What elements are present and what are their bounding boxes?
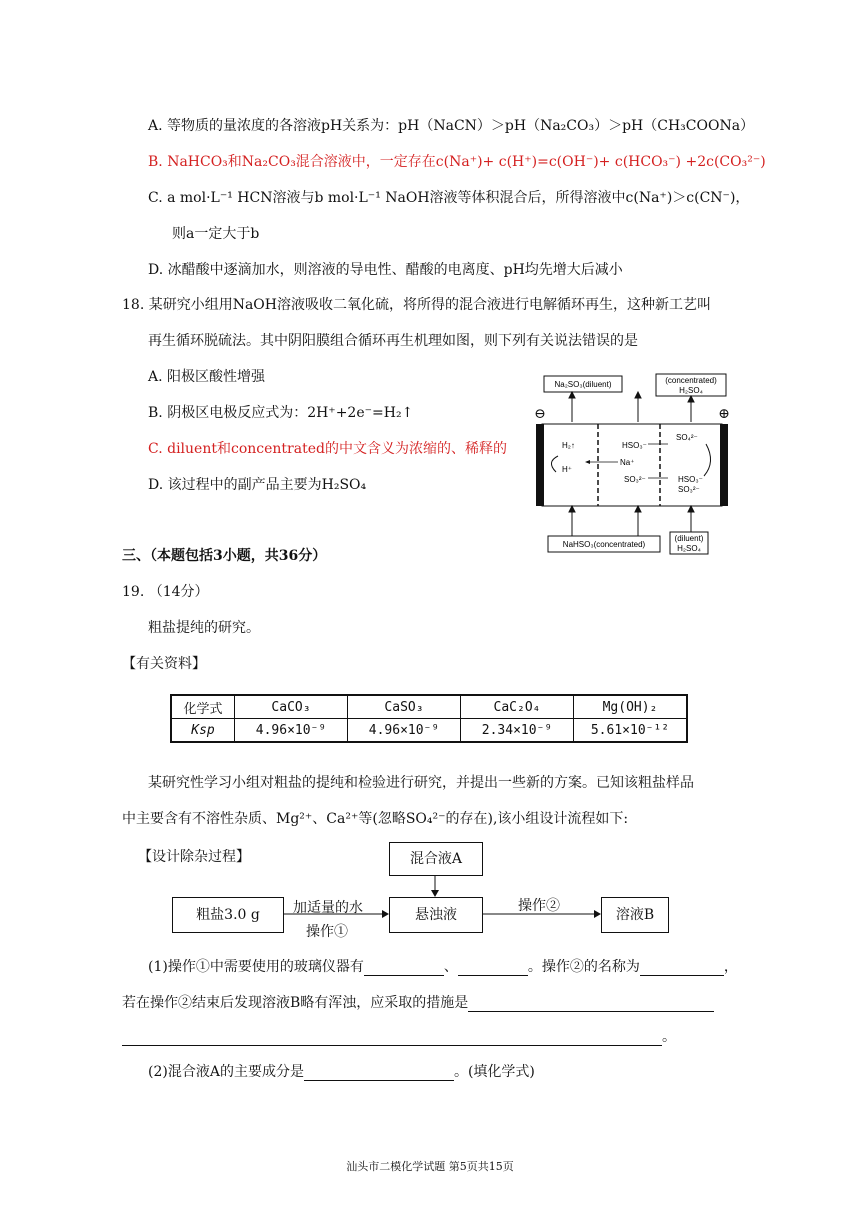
table-cell: 2.34×10⁻⁹ (461, 719, 574, 743)
diagram-bottom-right-label-1: (diluent) (674, 534, 704, 543)
q19-intro: 粗盐提纯的研究。 (148, 620, 260, 636)
q17-option-a: A. 等物质的量浓度的各溶液pH关系为：pH（NaCN）＞pH（Na₂CO₃）＞pH（CH₃COONa） (148, 118, 755, 134)
q17-option-b: B. NaHCO₃和Na₂CO₃混合溶液中，一定存在c(Na⁺)+ c(H⁺)=c(OH⁻)+ c(HCO₃⁻) +2c(CO₃²⁻) (148, 154, 766, 170)
q19-sub1-text-a: (1)操作①中需要使用的玻璃仪器有 (148, 959, 364, 975)
q17-option-c-line2: 则a一定大于b (172, 226, 260, 242)
q19-sub1-text-d: ， (723, 959, 738, 975)
answer-blank-3[interactable] (640, 959, 724, 976)
diagram-hso3-right-label: HSO₃⁻ (678, 475, 703, 484)
diagram-so3-mid-label: SO₃²⁻ (624, 475, 646, 484)
answer-blank-1[interactable] (364, 959, 444, 976)
answer-blank-4[interactable] (468, 995, 714, 1012)
diagram-top-left-label: Na₂SO₃(diluent) (554, 380, 612, 389)
q19-paragraph-line2: 中主要含有不溶性杂质、Mg²⁺、Ca²⁺等(忽略SO₄²⁻的存在),该小组设计流程如下: (122, 811, 629, 827)
flow-box-crude-salt: 粗盐3.0 g (172, 897, 284, 933)
q19-sub1-line1 (148, 956, 738, 976)
table-cell: Ksp (171, 719, 235, 743)
q19-sub2-line (148, 1061, 535, 1081)
q18-option-c: C. diluent和concentrated的中文含义为浓缩的、稀释的 (148, 441, 507, 457)
cathode-minus-icon: ⊖ (534, 406, 546, 422)
q19-number: 19. （14分） (122, 584, 209, 600)
q19-sub1-line3 (122, 1026, 676, 1046)
q18-stem-line2: 再生循环脱硫法。其中阴阳膜组合循环再生机理如图，则下列有关说法错误的是 (148, 333, 638, 349)
answer-blank-5[interactable] (122, 1029, 662, 1046)
table-cell: Mg(OH)₂ (574, 695, 688, 719)
table-cell: 4.96×10⁻⁹ (348, 719, 461, 743)
q17-option-d: D. 冰醋酸中逐滴加水，则溶液的导电性、醋酸的电离度、pH均先增大后减小 (148, 262, 623, 278)
q18-option-a: A. 阳极区酸性增强 (148, 369, 266, 385)
diagram-top-right-label-1: (concentrated) (665, 376, 717, 385)
flow-box-solution-b: 溶液B (601, 897, 669, 933)
q19-sub2-text-a: (2)混合液A的主要成分是 (148, 1064, 304, 1080)
diagram-hso3-mid-label: HSO₃⁻ (622, 441, 647, 450)
table-cell: CaSO₃ (348, 695, 461, 719)
q19-sub1-text-c: 。操作②的名称为 (527, 959, 640, 975)
section-3-heading: 三、（本题包括3小题，共36分） (122, 548, 327, 564)
diagram-h2-label: H₂↑ (562, 441, 575, 450)
diagram-bottom-left-label: NaHSO₃(concentrated) (562, 540, 646, 549)
flow-arrow1-top-label: 加适量的水 (293, 900, 363, 916)
q18-option-b: B. 阴极区电极反应式为：2H⁺+2e⁻=H₂↑ (148, 405, 414, 421)
flow-box-suspension: 悬浊液 (389, 897, 483, 933)
q19-info-heading: 【有关资料】 (122, 656, 206, 672)
table-cell: 5.61×10⁻¹² (574, 719, 688, 743)
page-footer: 汕头市二模化学试题 第5页共15页 (346, 1160, 514, 1173)
table-cell: 化学式 (171, 695, 235, 719)
diagram-so3-right-label: SO₃²⁻ (678, 485, 700, 494)
q18-option-d: D. 该过程中的副产品主要为H₂SO₄ (148, 477, 367, 493)
answer-blank-6[interactable] (304, 1064, 454, 1081)
diagram-so4-label: SO₄²⁻ (676, 433, 698, 442)
diagram-na-label: Na⁺ (620, 458, 635, 467)
diagram-top-right-label-2: H₂SO₄ (679, 386, 703, 395)
table-cell: CaCO₃ (235, 695, 348, 719)
q18-stem-line1: 18. 某研究小组用NaOH溶液吸收二氧化硫，将所得的混合液进行电解循环再生，这种新工艺叫 (122, 297, 711, 313)
q19-sub1-text-b: 、 (443, 959, 458, 975)
diagram-hplus-label: H⁺ (562, 465, 572, 474)
design-heading: 【设计除杂过程】 (138, 849, 250, 865)
answer-blank-2[interactable] (458, 959, 528, 976)
flow-box-mixture-a: 混合液A (389, 842, 483, 876)
q19-sub1-line2 (122, 992, 714, 1012)
flow-arrow1-bottom-label: 操作① (306, 924, 348, 940)
q19-sub1-end: 。 (662, 1029, 676, 1045)
anode-plus-icon: ⊕ (718, 406, 730, 422)
q19-sub2-text-b: 。(填化学式) (453, 1064, 535, 1080)
q19-paragraph-line1: 某研究性学习小组对粗盐的提纯和检验进行研究，并提出一些新的方案。已知该粗盐样品 (148, 775, 694, 791)
table-cell: 4.96×10⁻⁹ (235, 719, 348, 743)
diagram-bottom-right-label-2: H₂SO₄ (677, 544, 701, 553)
q17-option-c-line1: C. a mol·L⁻¹ HCN溶液与b mol·L⁻¹ NaOH溶液等体积混合后，所得溶液中c(Na⁺)＞c(CN⁻)， (148, 190, 750, 206)
flow-arrow2-top-label: 操作② (518, 898, 560, 914)
q19-sub1-text-e: 若在操作②结束后发现溶液B略有浑浊，应采取的措施是 (122, 995, 469, 1011)
table-cell: CaC₂O₄ (461, 695, 574, 719)
